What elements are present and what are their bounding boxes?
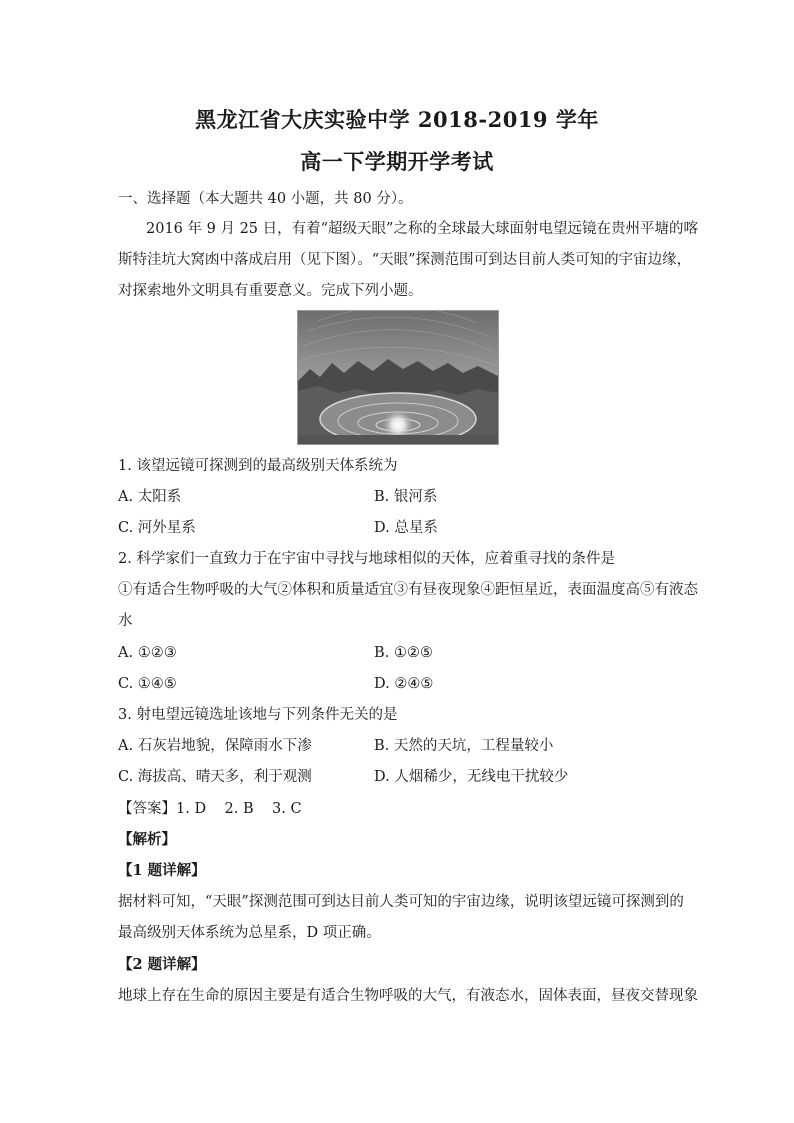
q1-option-c: C. 河外星系 [118,520,196,536]
q1-option-a: A. 太阳系 [118,489,182,505]
fast-telescope-photo [297,310,499,445]
q2-option-b: B. ①②⑤ [374,645,433,661]
q2-option-d: D. ②④⑤ [374,676,434,692]
q3-option-c: C. 海拔高、晴天多，利于观测 [118,769,312,785]
q3-option-b: B. 天然的天坑，工程量较小 [374,738,554,754]
detail-1-line-2: 最高级别天体系统为总星系，D 项正确。 [118,925,381,941]
q2-conditions-line-1: ①有适合生物呼吸的大气②体积和质量适宜③有昼夜现象④距恒星近，表面温度高⑤有液态 [118,582,698,598]
material-line-3: 对探索地外文明具有重要意义。完成下列小题。 [118,283,423,299]
q3-option-a: A. 石灰岩地貌，保障雨水下渗 [118,738,312,754]
q3-option-d: D. 人烟稀少，无线电干扰较少 [374,769,569,785]
q1-option-b: B. 银河系 [374,489,438,505]
exam-title-line1: 黑龙江省大庆实验中学 2018-2019 学年 [195,107,599,132]
q2-stem: 2. 科学家们一直致力于在宇宙中寻找与地球相似的天体，应着重寻找的条件是 [118,551,615,567]
q3-stem: 3. 射电望远镜选址该地与下列条件无关的是 [118,707,398,723]
q2-conditions-line-2: 水 [118,613,133,629]
analysis-heading: 【解析】 [118,831,176,848]
q2-option-c: C. ①④⑤ [118,676,177,692]
q1-option-d: D. 总星系 [374,520,438,536]
material-line-2: 斯特洼坑大窝凼中落成启用（见下图）。“天眼”探测范围可到达目前人类可知的宇宙边缘， [118,252,692,268]
section-heading: 一、选择题（本大题共 40 小题，共 80 分）。 [118,191,413,207]
detail-1-heading: 【1 题详解】 [118,862,206,879]
detail-2-line-1: 地球上存在生命的原因主要是有适合生物呼吸的大气，有液态水，固体表面，昼夜交替现象 [118,988,698,1004]
detail-1-line-1: 据材料可知，“天眼”探测范围可到达目前人类可知的宇宙边缘，说明该望远镜可探测到的 [118,894,684,910]
detail-2-heading: 【2 题详解】 [118,956,206,973]
q1-stem: 1. 该望远镜可探测到的最高级别天体系统为 [118,458,398,474]
exam-title-line2: 高一下学期开学考试 [300,149,494,174]
material-line-1: 2016 年 9 月 25 日，有着“超级天眼”之称的全球最大球面射电望远镜在贵州平塘的喀 [146,221,698,237]
answer-line: 【答案】1. D 2. B 3. C [118,801,302,817]
q2-option-a: A. ①②③ [118,645,177,661]
